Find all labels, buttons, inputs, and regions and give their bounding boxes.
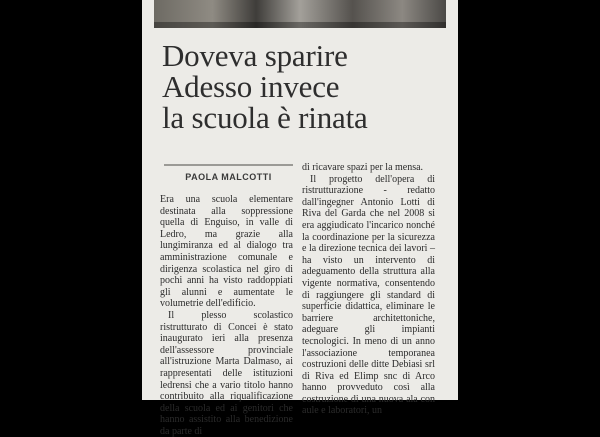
- newspaper-clipping: [142, 0, 458, 437]
- right-paragraph-1: di ricavare spazi per la mensa.: [302, 162, 424, 173]
- left-paragraph-1: Era una scuola elementare destinata alla soppressione quella di Enguiso, in valle di Ledro, ma grazie alla lungimiranza ed al dialogo tra amministrazione comunale e dirigenza scolastica nel giro di pochi anni ha visto raddoppiati gli alunni e aumentate le volumetrie dell'edificio.: [160, 194, 293, 310]
- right-paragraph-2: Il progetto dell'opera di ristrutturazione - redatto dall'ingegner Antonio Lotti di Riva del Garda che nel 2008 si era aggiudicato l'incarico nonché la coordinazione per la sicurezza e la direzione tecnica dei lavori – ha visto un intervento di adeguamento della struttura alla vigente normativa, consentendo di raggiungere gli standard di superficie didattica, eliminare le barriere architettoniche, adeguare gli impianti tecnologici. In meno di un anno l'associazione temporanea costruzioni delle ditte Debiasi srl di Riva ed Elimp snc di Arco hanno provveduto così alla costruzione di una nuova ala con aule e laboratori, un: [302, 173, 435, 417]
- right-column: [302, 162, 435, 417]
- left-paragraph-2: Il plesso scolastico ristrutturato di Concei è stato inaugurato ieri alla presenza dell'assessore provinciale all'istruzione Marta Dalmaso, ai rappresentati delle istituzioni ledrensi che a vario titolo hanno contribuito alla riqualificazione della scuola ed ai genitori che hanno assistito alla benedizione da parte di: [160, 309, 293, 437]
- headline: [162, 40, 452, 133]
- left-column: [160, 194, 293, 437]
- byline: PAOLA MALCOTTI: [185, 172, 272, 182]
- headline-line-3: la scuola è rinata: [162, 100, 368, 135]
- byline-rule: [164, 164, 293, 166]
- headline-line-2: Adesso invece: [162, 69, 340, 104]
- article-photo: [154, 0, 446, 28]
- headline-line-1: Doveva sparire: [162, 38, 348, 73]
